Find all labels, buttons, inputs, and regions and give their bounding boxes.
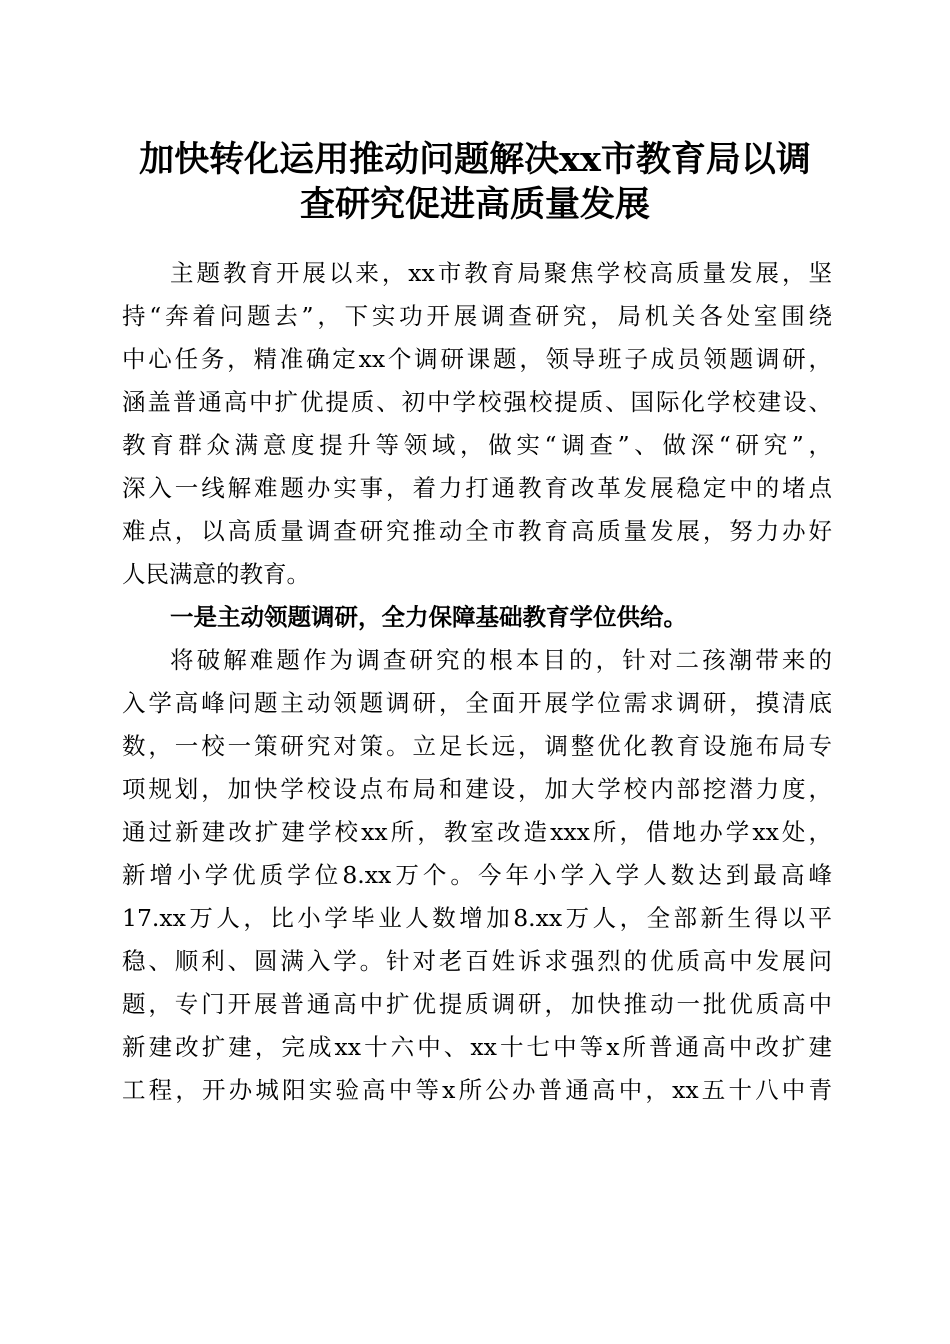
text-line: 入学高峰问题主动领题调研，全面开展学位需求调研，摸清底 <box>122 689 832 717</box>
text-line: 项规划，加快学校设点布局和建设，加大学校内部挖潜力度， <box>122 775 832 803</box>
text-line: 通过新建改扩建学校xx所，教室改造xxx所，借地办学xx处， <box>122 818 832 846</box>
intro-paragraph <box>122 252 832 596</box>
text-line: 17.xx万人，比小学毕业人数增加8.xx万人，全部新生得以平 <box>122 904 832 932</box>
section-heading <box>122 596 832 639</box>
text-line: 新增小学优质学位8.xx万个。今年小学入学人数达到最高峰 <box>122 861 832 889</box>
text-line: 主题教育开展以来，xx市教育局聚焦学校高质量发展，坚 <box>170 259 832 287</box>
text-line: 题，专门开展普通高中扩优提质调研，加快推动一批优质高中 <box>122 990 832 1018</box>
document-title-line-1: 加快转化运用推动问题解决xx市教育局以调 <box>139 139 811 180</box>
text-line: 新建改扩建，完成xx十六中、xx十七中等x所普通高中改扩建 <box>122 1033 832 1061</box>
heading-line: 一是主动领题调研，全力保障基础教育学位供给。 <box>170 603 687 631</box>
document-title-line-2: 查研究促进高质量发展 <box>299 184 650 225</box>
text-line: 持“奔着问题去”，下实功开展调查研究，局机关各处室围绕 <box>122 302 832 330</box>
text-line: 稳、顺利、圆满入学。针对老百姓诉求强烈的优质高中发展问 <box>122 947 832 975</box>
text-line: 中心任务，精准确定xx个调研课题，领导班子成员领题调研， <box>122 345 832 373</box>
text-line: 难点，以高质量调查研究推动全市教育高质量发展，努力办好 <box>122 517 832 545</box>
document-body <box>122 252 832 1112</box>
text-line: 工程，开办城阳实验高中等x所公办普通高中，xx五十八中青 <box>122 1076 832 1104</box>
text-line: 人民满意的教育。 <box>122 560 310 588</box>
text-line: 将破解难题作为调查研究的根本目的，针对二孩潮带来的 <box>170 646 832 674</box>
section-paragraph <box>122 639 832 1112</box>
text-line: 深入一线解难题办实事，着力打通教育改革发展稳定中的堵点 <box>122 474 832 502</box>
text-line: 数，一校一策研究对策。立足长远，调整优化教育设施布局专 <box>122 732 832 760</box>
text-line: 涵盖普通高中扩优提质、初中学校强校提质、国际化学校建设、 <box>122 388 832 416</box>
text-line: 教育群众满意度提升等领域，做实“调查”、做深“研究”， <box>122 431 832 459</box>
